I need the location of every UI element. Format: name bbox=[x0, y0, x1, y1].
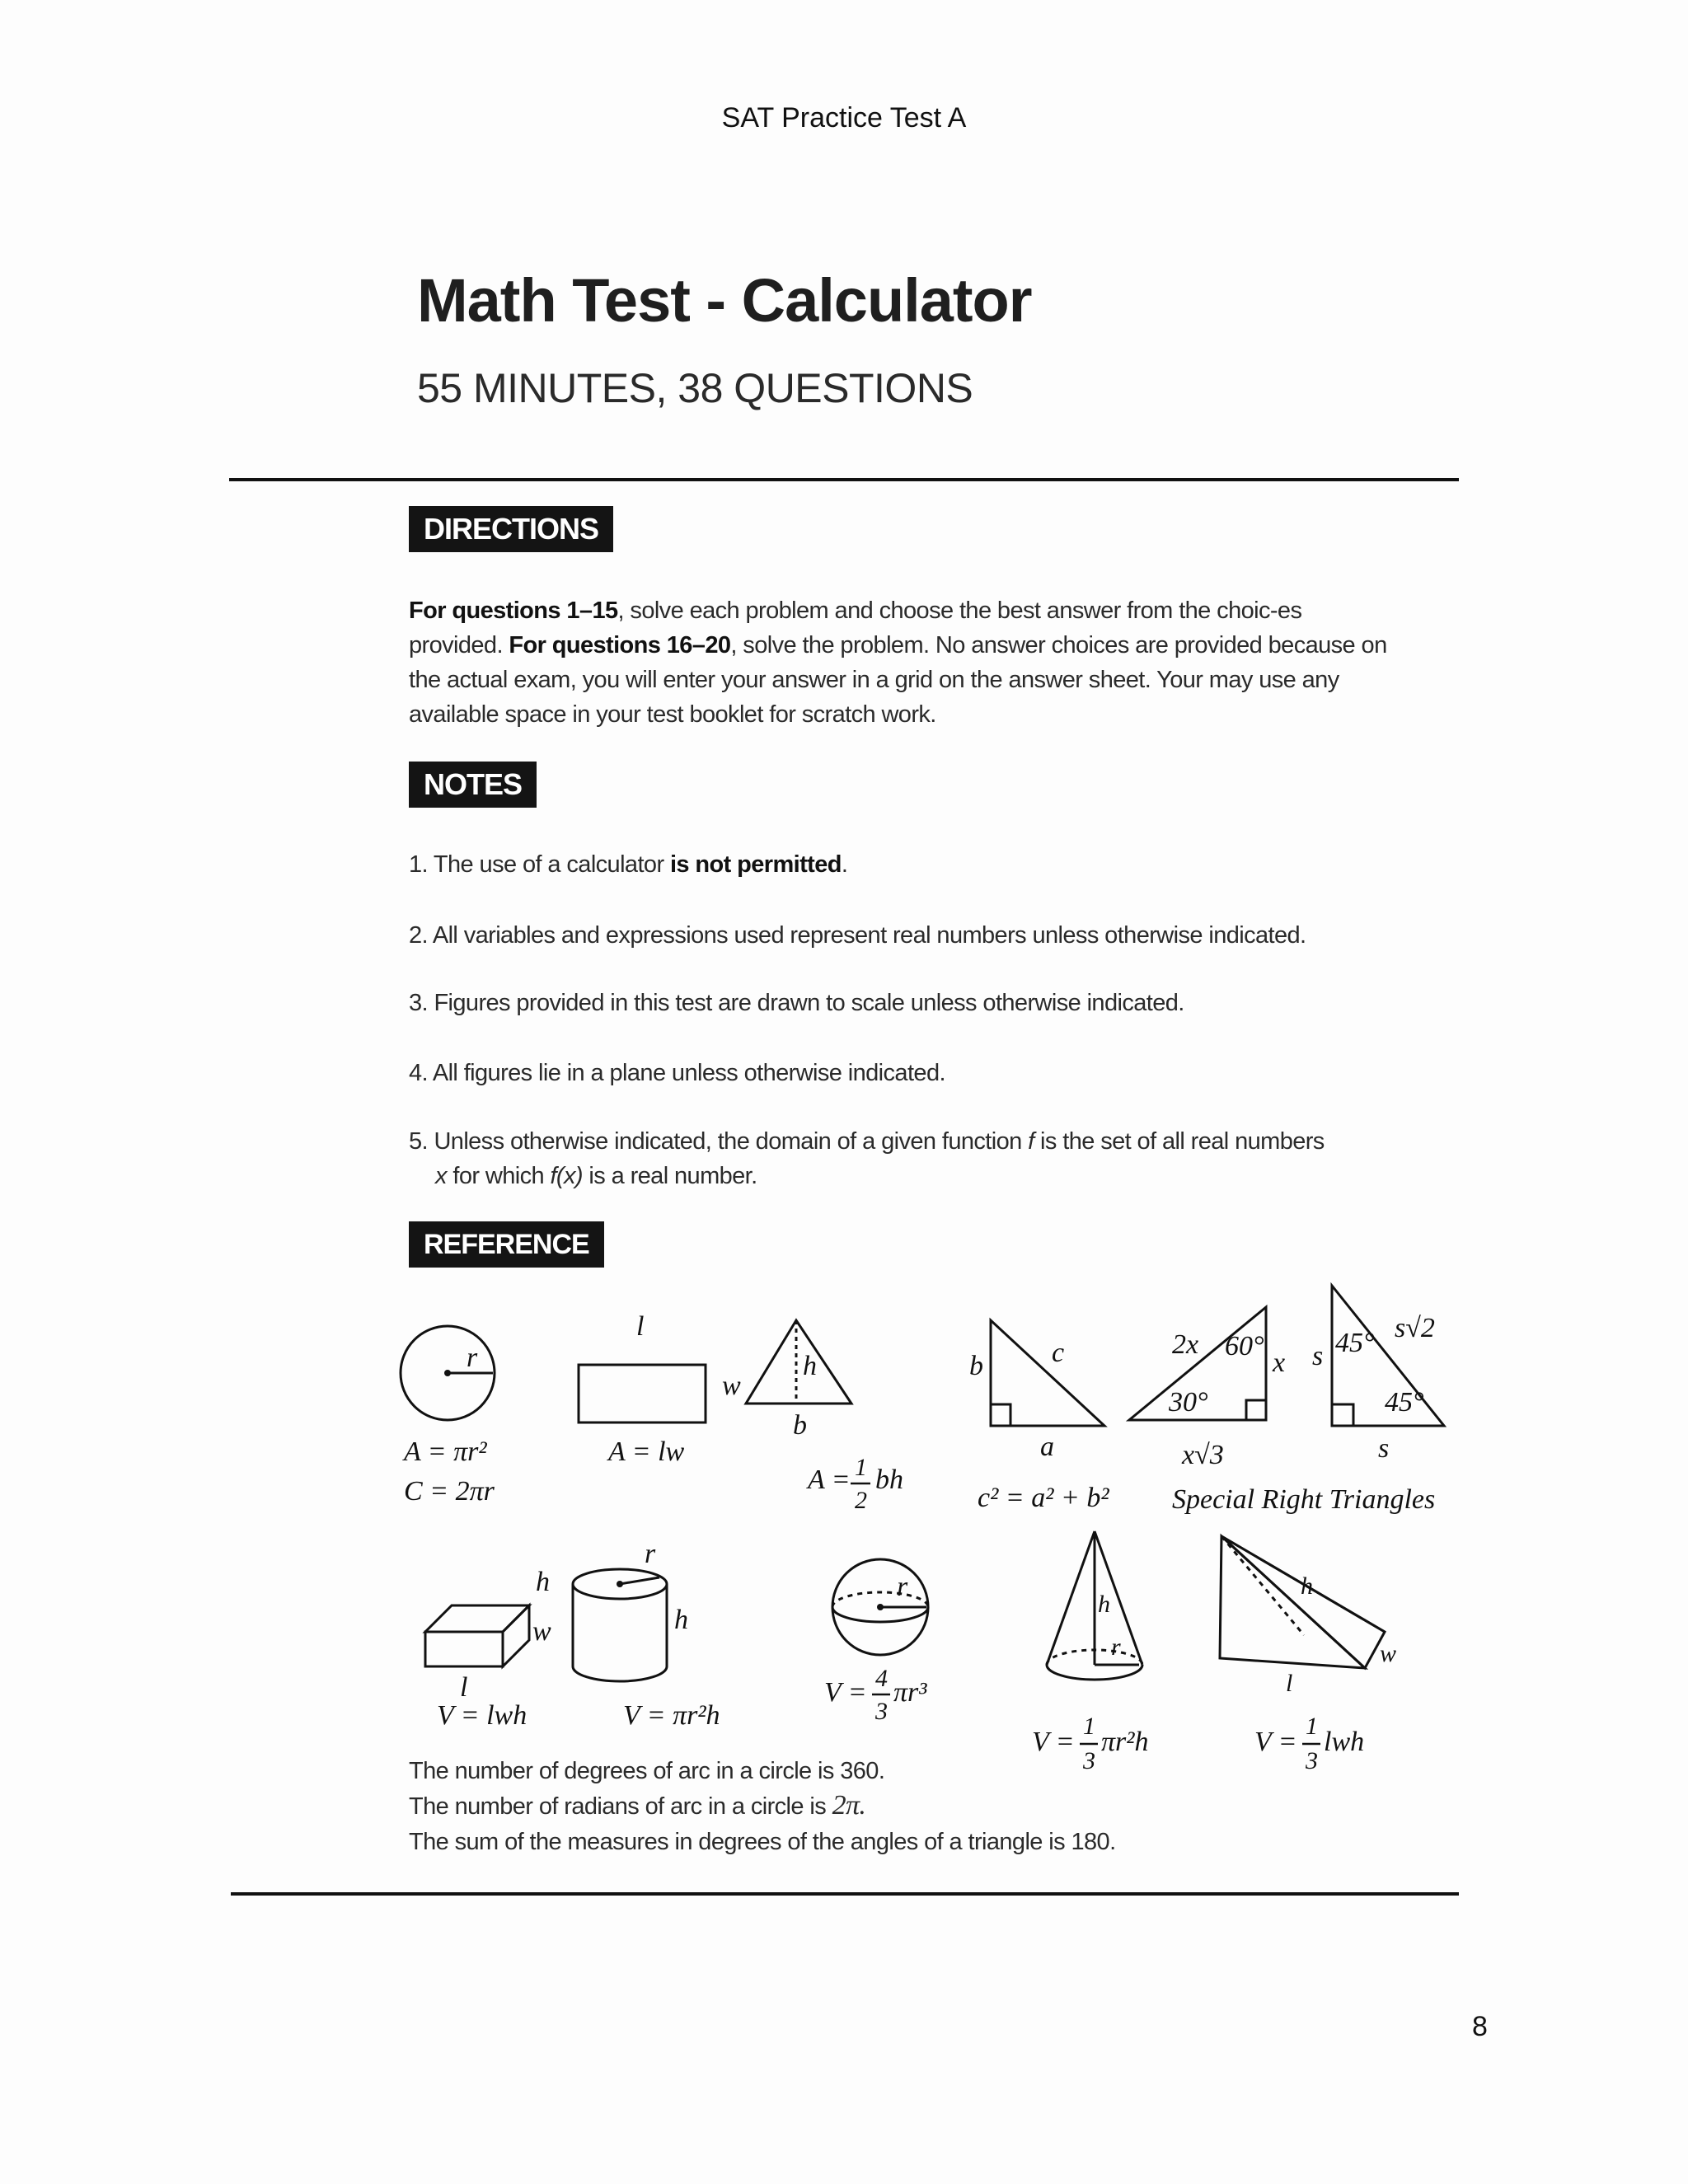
label-s-base: s bbox=[1378, 1433, 1390, 1464]
reference-fact-1: The number of degrees of arc in a circle is 360. bbox=[409, 1758, 885, 1784]
triangle-label-h: h bbox=[803, 1351, 817, 1381]
triangle-area-lhs: A = bbox=[808, 1465, 851, 1495]
right-triangle-label-b: b bbox=[969, 1351, 983, 1381]
box-volume-formula: V = lwh bbox=[437, 1700, 528, 1731]
cylinder-bottom bbox=[573, 1666, 667, 1681]
cone-label-h: h bbox=[1098, 1591, 1110, 1618]
note-1-post: . bbox=[841, 851, 848, 878]
triangle-label-b: b bbox=[793, 1410, 807, 1441]
note-5 bbox=[409, 1124, 1398, 1193]
reference-fact-2-val: 2π. bbox=[832, 1790, 866, 1821]
sphere-volume-lhs: V = bbox=[824, 1677, 867, 1708]
rectangle-figure bbox=[579, 1365, 706, 1422]
pyramid-frac-num: 1 bbox=[1306, 1713, 1318, 1740]
box-label-w: w bbox=[532, 1616, 551, 1647]
label-60-degrees: 60° bbox=[1225, 1331, 1264, 1361]
cone-volume-lhs: V = bbox=[1032, 1727, 1075, 1757]
pythagorean-formula: c² = a² + b² bbox=[978, 1483, 1109, 1513]
note-1 bbox=[409, 847, 1398, 882]
pyramid-volume-lhs: V = bbox=[1254, 1727, 1297, 1757]
page-subtitle: 55 MINUTES, 38 QUESTIONS bbox=[417, 365, 973, 411]
cylinder-label-h: h bbox=[674, 1605, 688, 1635]
sphere-center bbox=[877, 1604, 884, 1610]
label-45-top: 45° bbox=[1335, 1328, 1375, 1358]
triangle-frac-den: 2 bbox=[855, 1487, 867, 1514]
box-label-h: h bbox=[536, 1567, 550, 1597]
right-angle-marker-30-60 bbox=[1246, 1400, 1266, 1420]
page-number: 8 bbox=[1472, 2011, 1488, 2042]
reference-label: REFERENCE bbox=[409, 1221, 604, 1268]
circle-circumference-formula: C = 2πr bbox=[404, 1476, 495, 1507]
note-5-c: for which bbox=[446, 1163, 551, 1189]
label-x-side: x bbox=[1273, 1347, 1286, 1378]
cone-label-r: r bbox=[1111, 1633, 1121, 1661]
pyramid-frac-den: 3 bbox=[1306, 1747, 1318, 1774]
cylinder-center bbox=[617, 1581, 623, 1587]
sphere-volume-rhs: πr³ bbox=[893, 1677, 927, 1708]
label-s-left: s bbox=[1312, 1341, 1324, 1371]
running-header: SAT Practice Test A bbox=[721, 102, 967, 134]
right-triangle-label-a: a bbox=[1040, 1432, 1054, 1462]
rectangle-label-w: w bbox=[722, 1371, 741, 1401]
box-side-face bbox=[503, 1605, 529, 1666]
note-2: 2. All variables and expressions used represent real numbers unless otherwise indicated. bbox=[409, 922, 1306, 949]
notes-label: NOTES bbox=[409, 762, 537, 808]
cone-frac-num: 1 bbox=[1083, 1713, 1095, 1740]
cone-frac-den: 3 bbox=[1083, 1747, 1095, 1774]
top-rule bbox=[229, 478, 1459, 481]
note-1-pre: 1. The use of a calculator bbox=[409, 851, 670, 878]
note-5-x: x bbox=[435, 1163, 447, 1189]
directions-bold-1: For questions 1–15 bbox=[409, 598, 618, 624]
triangle-frac-num: 1 bbox=[855, 1454, 867, 1481]
directions-label: DIRECTIONS bbox=[409, 506, 613, 552]
rectangle-area-formula: A = lw bbox=[608, 1436, 685, 1467]
note-1-bold: is not permitted bbox=[669, 851, 842, 878]
box-front-face bbox=[425, 1632, 503, 1666]
cylinder-volume-formula: V = πr²h bbox=[623, 1700, 720, 1731]
note-4: 4. All figures lie in a plane unless otherwise indicated. bbox=[409, 1060, 945, 1086]
reference-fact-3: The sum of the measures in degrees of the angles of a triangle is 180. bbox=[409, 1829, 1116, 1855]
note-5-d: is a real number. bbox=[582, 1163, 757, 1189]
reference-fact-2 bbox=[409, 1788, 1315, 1824]
note-5-fx: f(x) bbox=[550, 1163, 583, 1189]
right-angle-marker-45 bbox=[1332, 1404, 1353, 1426]
right-triangle-label-c: c bbox=[1052, 1338, 1065, 1368]
page-title: Math Test - Calculator bbox=[417, 266, 1032, 335]
pyramid-volume-rhs: lwh bbox=[1324, 1727, 1365, 1757]
reference-labels-lower bbox=[1022, 1533, 1418, 1698]
cone-volume-rhs: πr²h bbox=[1101, 1727, 1149, 1757]
box-top-face bbox=[425, 1605, 529, 1632]
cylinder-radius-line bbox=[620, 1577, 659, 1584]
directions-text-1: , solve each problem and choose the best answer from the choic-es provided. bbox=[409, 598, 1302, 658]
note-5-b: is the set of all real numbers bbox=[1034, 1128, 1325, 1155]
box-label-l: l bbox=[460, 1672, 468, 1703]
note-5-f: f bbox=[1028, 1128, 1034, 1155]
circle-area-formula: A = πr² bbox=[404, 1436, 487, 1467]
sphere-frac-den: 3 bbox=[875, 1698, 888, 1725]
rectangle-label-l: l bbox=[636, 1311, 645, 1342]
note-3: 3. Figures provided in this test are drawn to scale unless otherwise indicated. bbox=[409, 990, 1184, 1016]
special-right-triangles-caption: Special Right Triangles bbox=[1172, 1484, 1436, 1515]
triangle-figure bbox=[746, 1320, 851, 1404]
label-45-right: 45° bbox=[1385, 1387, 1424, 1418]
circle-label-r: r bbox=[467, 1343, 478, 1373]
directions-bold-2: For questions 16–20 bbox=[509, 632, 731, 658]
label-2x: 2x bbox=[1172, 1329, 1199, 1360]
cylinder-label-r: r bbox=[645, 1539, 656, 1569]
label-30-degrees: 30° bbox=[1169, 1387, 1208, 1418]
sphere-label-r: r bbox=[897, 1572, 908, 1602]
label-x-root3: x√3 bbox=[1182, 1440, 1224, 1470]
pyramid-label-h: h bbox=[1301, 1572, 1313, 1600]
right-triangle-figure bbox=[991, 1320, 1104, 1426]
reference-fact-2-pre: The number of radians of arc in a circle is bbox=[409, 1793, 832, 1820]
directions-text bbox=[409, 593, 1398, 732]
directions-text-2: , solve the problem. No answer choices are provided because on the actual exam, you will enter your answer in a grid on the answer sheet. Your may use any available space in your test booklet for scratch work. bbox=[409, 632, 1387, 728]
pyramid-label-l: l bbox=[1286, 1670, 1293, 1697]
circle-center bbox=[444, 1370, 451, 1376]
triangle-area-rhs: bh bbox=[875, 1465, 903, 1495]
sphere-frac-num: 4 bbox=[875, 1665, 888, 1692]
bottom-rule bbox=[231, 1892, 1459, 1896]
label-s-root2: s√2 bbox=[1395, 1313, 1435, 1343]
right-angle-marker bbox=[991, 1404, 1010, 1426]
pyramid-label-w: w bbox=[1380, 1640, 1397, 1667]
note-5-a: 5. Unless otherwise indicated, the domain of a given function bbox=[409, 1128, 1029, 1155]
